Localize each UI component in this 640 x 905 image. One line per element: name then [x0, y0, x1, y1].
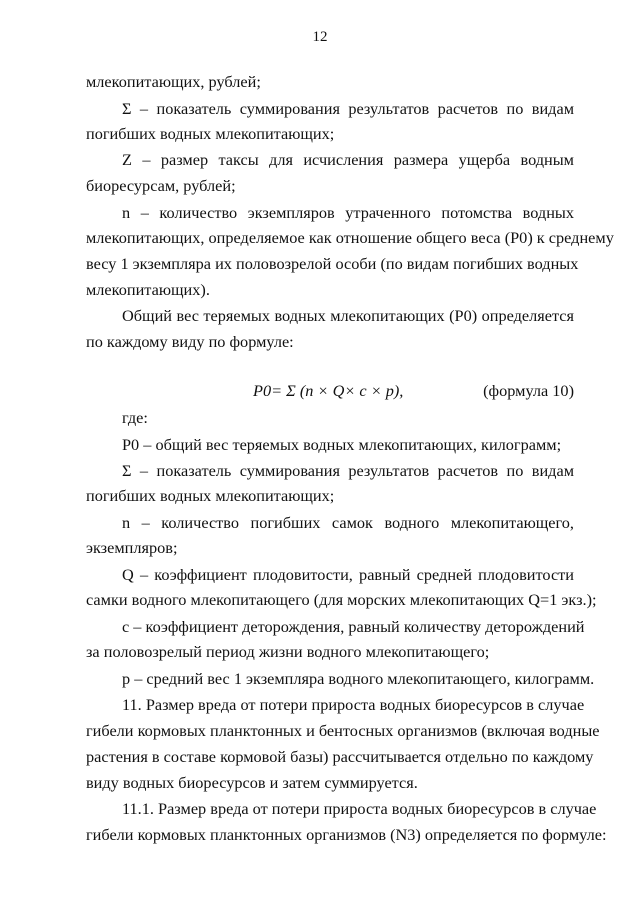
text-line: n – количество погибших самок водного млекопитающего,	[122, 513, 574, 532]
text-line: биоресурсам, рублей;	[86, 176, 236, 195]
text-line: погибших водных млекопитающих;	[86, 486, 335, 505]
text-line: млекопитающих, рублей;	[86, 72, 261, 91]
text-line: 11. Размер вреда от потери прироста водных биоресурсов в случае	[122, 695, 585, 714]
text-line: P0 – общий вес теряемых водных млекопитающих, килограмм;	[122, 435, 562, 454]
text-line: Σ – показатель суммирования результатов расчетов по видам	[122, 99, 574, 118]
text-line: 11.1. Размер вреда от потери прироста водных биоресурсов в случае	[122, 799, 597, 818]
text-line: млекопитающих).	[86, 280, 210, 299]
text-line: Общий вес теряемых водных млекопитающих (P0) определяется	[122, 306, 574, 325]
text-line: Q – коэффициент плодовитости, равный средней плодовитости	[122, 565, 574, 584]
page-number: 12	[312, 29, 328, 45]
text-line: где:	[122, 408, 148, 427]
text-line: самки водного млекопитающего (для морских млекопитающих Q=1 экз.);	[86, 590, 597, 609]
text-line: экземпляров;	[86, 538, 178, 557]
text-line: весу 1 экземпляра их половозрелой особи (по видам погибших водных	[86, 254, 579, 273]
text-line: млекопитающих, определяемое как отношение общего веса (P0) к среднему	[86, 228, 614, 247]
text-line: по каждому виду по формуле:	[86, 332, 294, 351]
text-line: гибели кормовых планктонных организмов (N3) определяется по формуле:	[86, 825, 607, 844]
text-line: Σ – показатель суммирования результатов расчетов по видам	[122, 461, 574, 480]
text-line: p – средний вес 1 экземпляра водного млекопитающего, килограмм.	[122, 669, 595, 688]
formula-10: P0= Σ (n × Q× c × p),	[253, 381, 404, 400]
text-line: Z – размер таксы для исчисления размера ущерба водным	[122, 150, 574, 169]
text-line: за половозрелый период жизни водного млекопитающего;	[86, 642, 490, 661]
formula-label: (формула 10)	[483, 381, 574, 400]
text-line: гибели кормовых планктонных и бентосных организмов (включая водные	[86, 721, 600, 740]
text-line: погибших водных млекопитающих;	[86, 124, 335, 143]
text-line: c – коэффициент деторождения, равный количеству деторождений	[122, 617, 585, 636]
text-line: виду водных биоресурсов и затем суммируется.	[86, 773, 418, 792]
text-line: n – количество экземпляров утраченного потомства водных	[122, 203, 574, 222]
text-line: растения в составе кормовой базы) рассчитывается отдельно по каждому	[86, 747, 594, 766]
